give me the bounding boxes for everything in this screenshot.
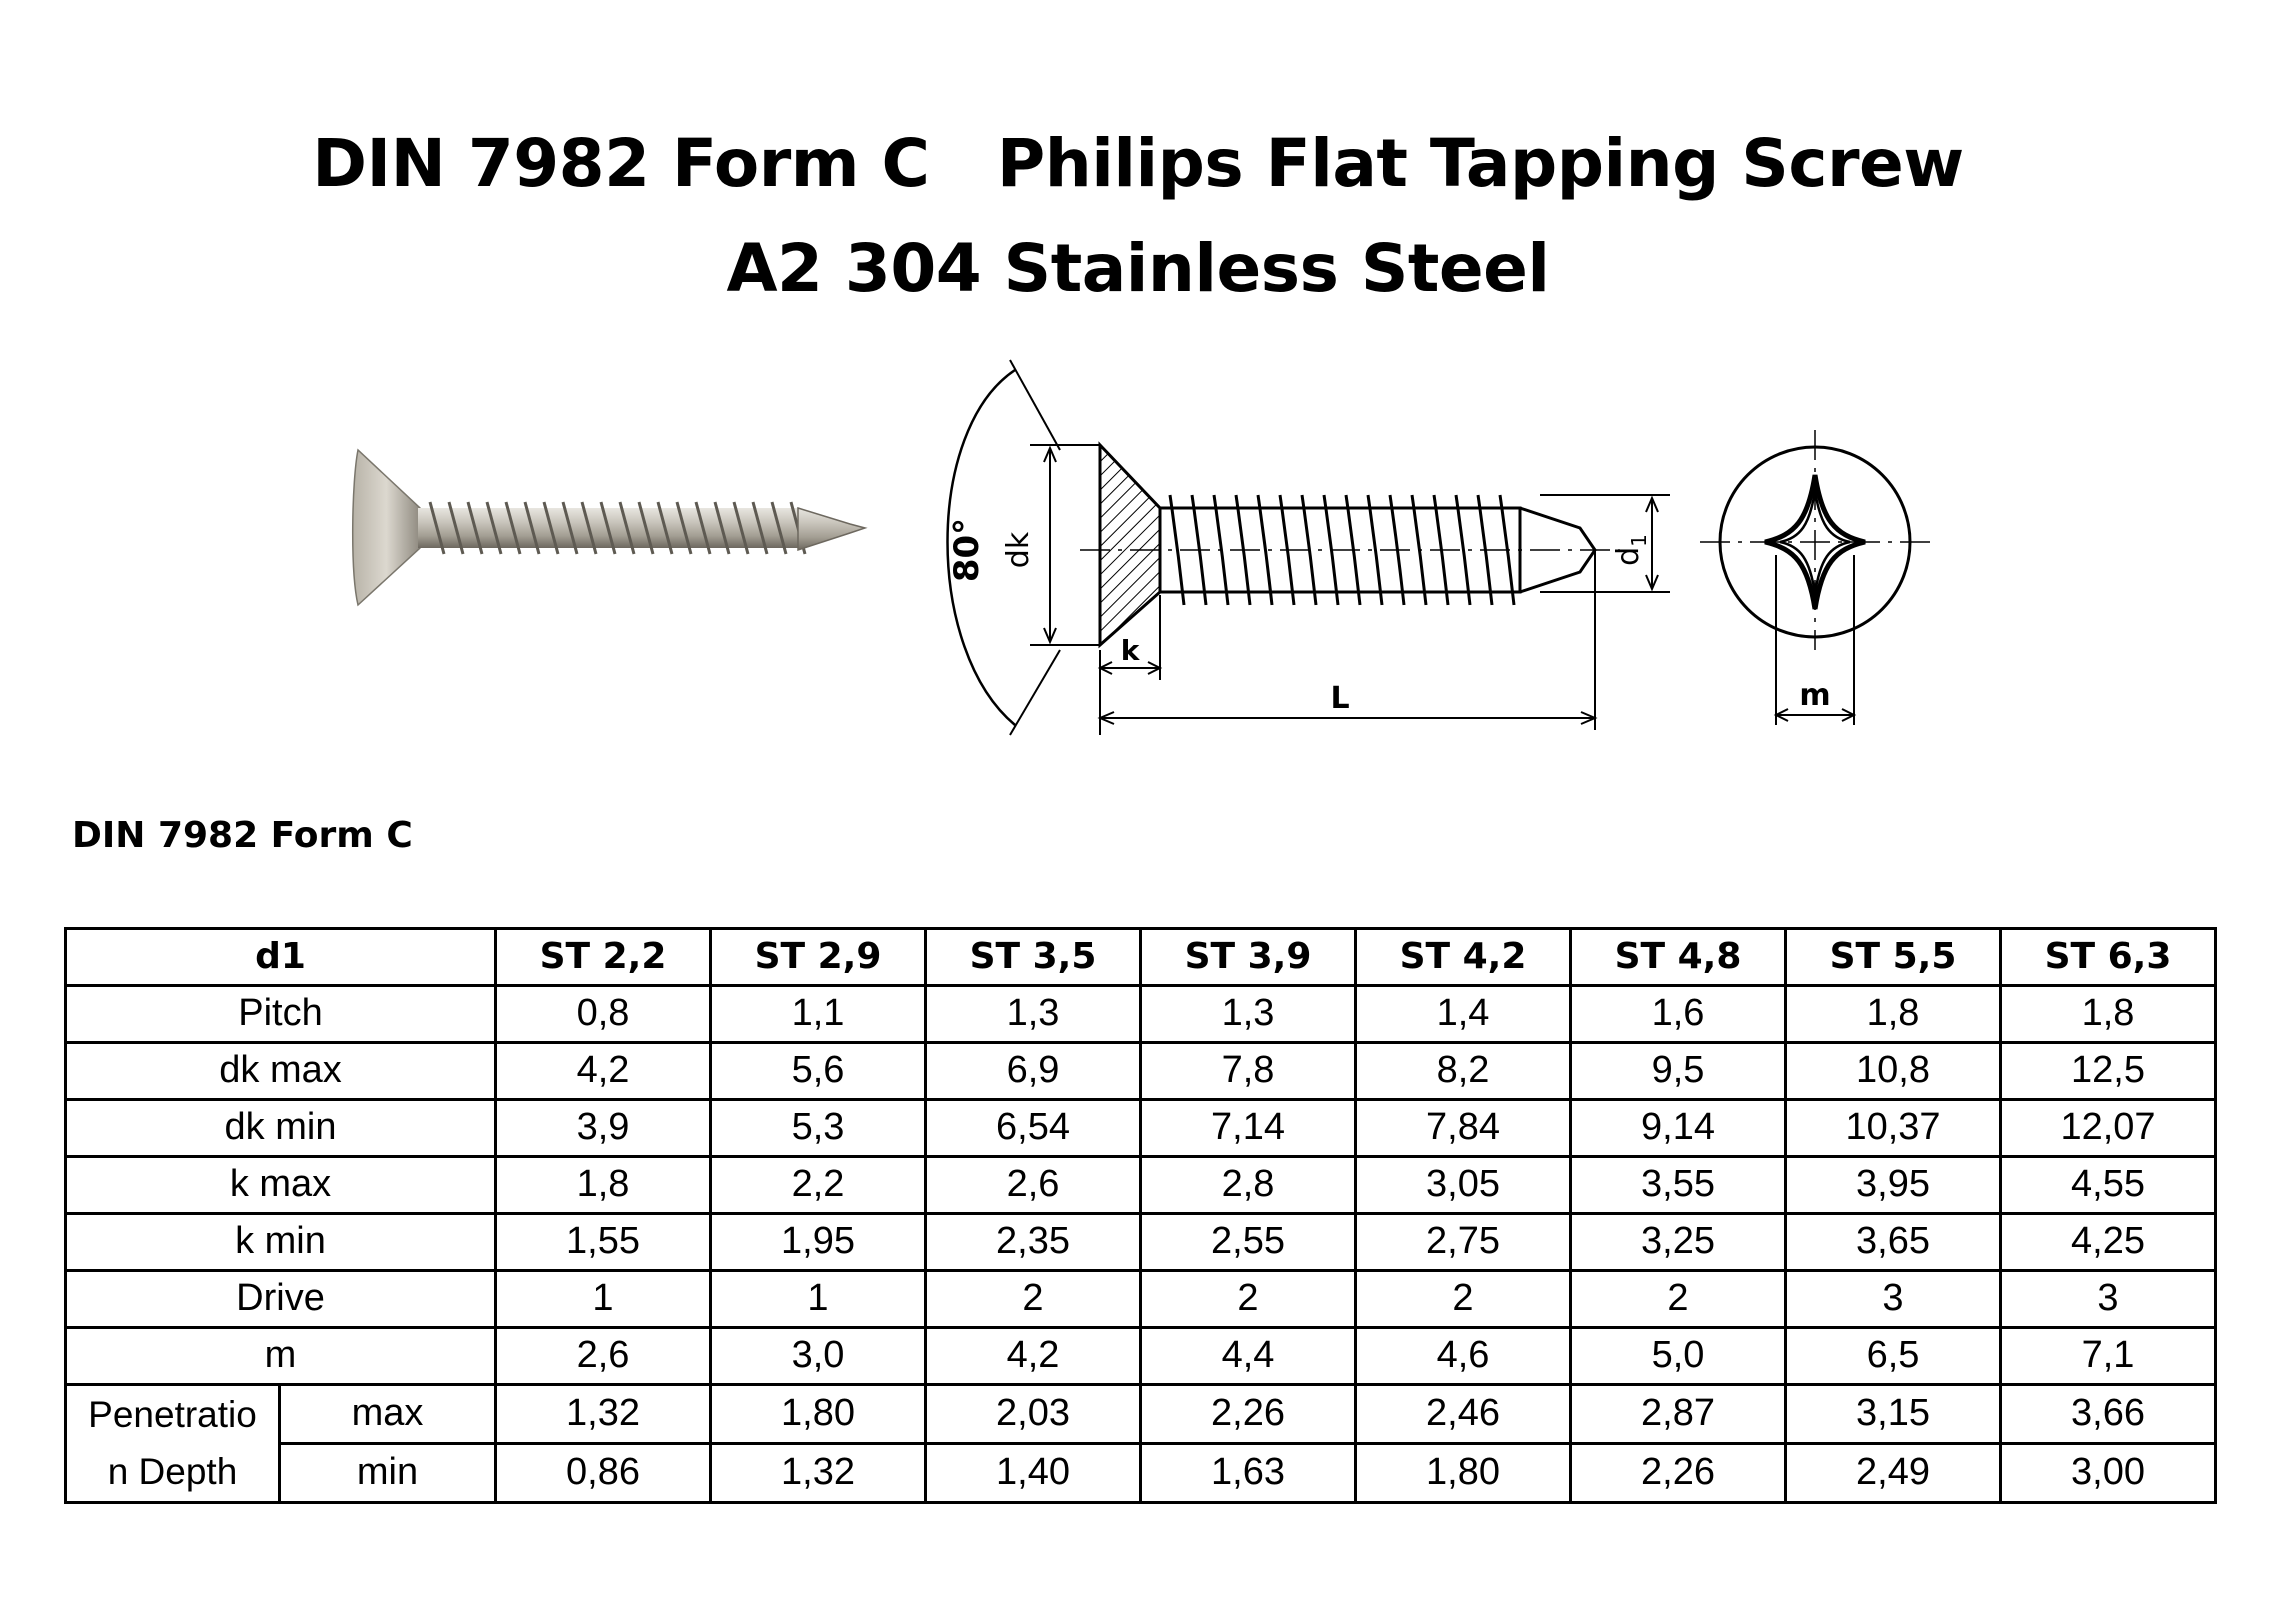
table-row xyxy=(66,1214,2216,1271)
table-cell: 1,40 xyxy=(926,1443,1141,1502)
table-cell: 2 xyxy=(926,1271,1141,1328)
table-cell: 3,15 xyxy=(1786,1385,2001,1444)
table-cell: 2 xyxy=(1571,1271,1786,1328)
table-cell: 3,0 xyxy=(711,1328,926,1385)
row-sublabel: min xyxy=(280,1443,496,1502)
row-label: Pitch xyxy=(66,986,496,1043)
table-cell: 1,32 xyxy=(711,1443,926,1502)
k-label: k xyxy=(1120,634,1140,667)
header-cell: ST 5,5 xyxy=(1786,929,2001,986)
L-label: L xyxy=(1330,681,1350,716)
table-cell: 1,3 xyxy=(1141,986,1356,1043)
table-cell: 10,37 xyxy=(1786,1100,2001,1157)
title-line-2: A2 304 Stainless Steel xyxy=(726,230,1550,307)
table-cell: 3,95 xyxy=(1786,1157,2001,1214)
technical-drawing xyxy=(900,350,1980,750)
table-cell: 1,3 xyxy=(926,986,1141,1043)
d1-label: $d_1$ xyxy=(1611,534,1651,566)
dk-label: dk xyxy=(1001,531,1036,569)
table-cell: 12,07 xyxy=(2001,1100,2216,1157)
table-cell: 0,86 xyxy=(496,1443,711,1502)
title-line-1: DIN 7982 Form C Philips Flat Tapping Screw xyxy=(312,125,1964,202)
table-cell: 4,4 xyxy=(1141,1328,1356,1385)
table-cell: 7,1 xyxy=(2001,1328,2216,1385)
table-cell: 2,6 xyxy=(926,1157,1141,1214)
table-cell: 3,05 xyxy=(1356,1157,1571,1214)
table-cell: 1 xyxy=(496,1271,711,1328)
header-cell: ST 6,3 xyxy=(2001,929,2216,986)
penetration-depth-label xyxy=(66,1385,280,1503)
table-row xyxy=(66,1385,2216,1444)
row-label: m xyxy=(66,1328,496,1385)
table-cell: 0,8 xyxy=(496,986,711,1043)
table-cell: 3 xyxy=(2001,1271,2216,1328)
table-cell: 5,6 xyxy=(711,1043,926,1100)
penetration-label-line-1: Penetratio xyxy=(88,1394,257,1435)
row-label: dk min xyxy=(66,1100,496,1157)
table-row xyxy=(66,1043,2216,1100)
table-cell: 1,32 xyxy=(496,1385,711,1444)
table-cell: 1,1 xyxy=(711,986,926,1043)
table-cell: 3,66 xyxy=(2001,1385,2216,1444)
table-cell: 1,8 xyxy=(496,1157,711,1214)
table-cell: 7,8 xyxy=(1141,1043,1356,1100)
table-cell: 1,4 xyxy=(1356,986,1571,1043)
table-cell: 1,80 xyxy=(711,1385,926,1444)
table-cell: 2,35 xyxy=(926,1214,1141,1271)
table-cell: 10,8 xyxy=(1786,1043,2001,1100)
header-cell: ST 3,5 xyxy=(926,929,1141,986)
header-cell: ST 2,2 xyxy=(496,929,711,986)
table-cell: 3,9 xyxy=(496,1100,711,1157)
table-cell: 5,3 xyxy=(711,1100,926,1157)
table-row xyxy=(66,1100,2216,1157)
table-cell: 9,14 xyxy=(1571,1100,1786,1157)
angle-label: 80° xyxy=(947,517,987,583)
table-cell: 1,6 xyxy=(1571,986,1786,1043)
table-row xyxy=(66,1271,2216,1328)
table-cell: 9,5 xyxy=(1571,1043,1786,1100)
table-row xyxy=(66,1328,2216,1385)
header-cell: ST 2,9 xyxy=(711,929,926,986)
table-cell: 2,2 xyxy=(711,1157,926,1214)
table-cell: 8,2 xyxy=(1356,1043,1571,1100)
table-cell: 2,75 xyxy=(1356,1214,1571,1271)
table-cell: 1,95 xyxy=(711,1214,926,1271)
table-cell: 6,9 xyxy=(926,1043,1141,1100)
table-cell: 4,25 xyxy=(2001,1214,2216,1271)
dimensions-table xyxy=(64,927,2217,1504)
table-row xyxy=(66,986,2216,1043)
table-cell: 6,54 xyxy=(926,1100,1141,1157)
table-cell: 2 xyxy=(1141,1271,1356,1328)
table-cell: 1,80 xyxy=(1356,1443,1571,1502)
table-cell: 1,8 xyxy=(2001,986,2216,1043)
table-cell: 2 xyxy=(1356,1271,1571,1328)
table-cell: 2,26 xyxy=(1571,1443,1786,1502)
table-cell: 2,49 xyxy=(1786,1443,2001,1502)
table-cell: 2,8 xyxy=(1141,1157,1356,1214)
table-row xyxy=(66,1443,2216,1502)
table-cell: 2,03 xyxy=(926,1385,1141,1444)
header-cell: ST 4,2 xyxy=(1356,929,1571,986)
table-cell: 5,0 xyxy=(1571,1328,1786,1385)
row-label: dk max xyxy=(66,1043,496,1100)
header-row xyxy=(66,929,2216,986)
header-cell: ST 4,8 xyxy=(1571,929,1786,986)
screw-photo xyxy=(350,440,870,620)
table-cell: 1,8 xyxy=(1786,986,2001,1043)
table-cell: 6,5 xyxy=(1786,1328,2001,1385)
table-cell: 7,14 xyxy=(1141,1100,1356,1157)
table-cell: 3,25 xyxy=(1571,1214,1786,1271)
row-sublabel: max xyxy=(280,1385,496,1444)
table-cell: 2,46 xyxy=(1356,1385,1571,1444)
table-cell: 1,63 xyxy=(1141,1443,1356,1502)
row-label: k max xyxy=(66,1157,496,1214)
table-cell: 4,55 xyxy=(2001,1157,2216,1214)
table-cell: 4,6 xyxy=(1356,1328,1571,1385)
row-label: k min xyxy=(66,1214,496,1271)
table-cell: 4,2 xyxy=(496,1043,711,1100)
table-cell: 7,84 xyxy=(1356,1100,1571,1157)
table-cell: 1,55 xyxy=(496,1214,711,1271)
table-cell: 1 xyxy=(711,1271,926,1328)
table-cell: 3,55 xyxy=(1571,1157,1786,1214)
m-label: m xyxy=(1799,678,1831,713)
table-cell: 2,26 xyxy=(1141,1385,1356,1444)
penetration-label-line-2: n Depth xyxy=(107,1451,238,1493)
header-cell: d1 xyxy=(66,929,496,986)
table-cell: 2,55 xyxy=(1141,1214,1356,1271)
table-cell: 3 xyxy=(1786,1271,2001,1328)
table-cell: 2,6 xyxy=(496,1328,711,1385)
table-row xyxy=(66,1157,2216,1214)
row-label: Drive xyxy=(66,1271,496,1328)
header-cell: ST 3,9 xyxy=(1141,929,1356,986)
table-cell: 3,00 xyxy=(2001,1443,2216,1502)
table-cell: 2,87 xyxy=(1571,1385,1786,1444)
section-label: DIN 7982 Form C xyxy=(72,815,413,856)
table-cell: 12,5 xyxy=(2001,1043,2216,1100)
table-cell: 4,2 xyxy=(926,1328,1141,1385)
table-cell: 3,65 xyxy=(1786,1214,2001,1271)
